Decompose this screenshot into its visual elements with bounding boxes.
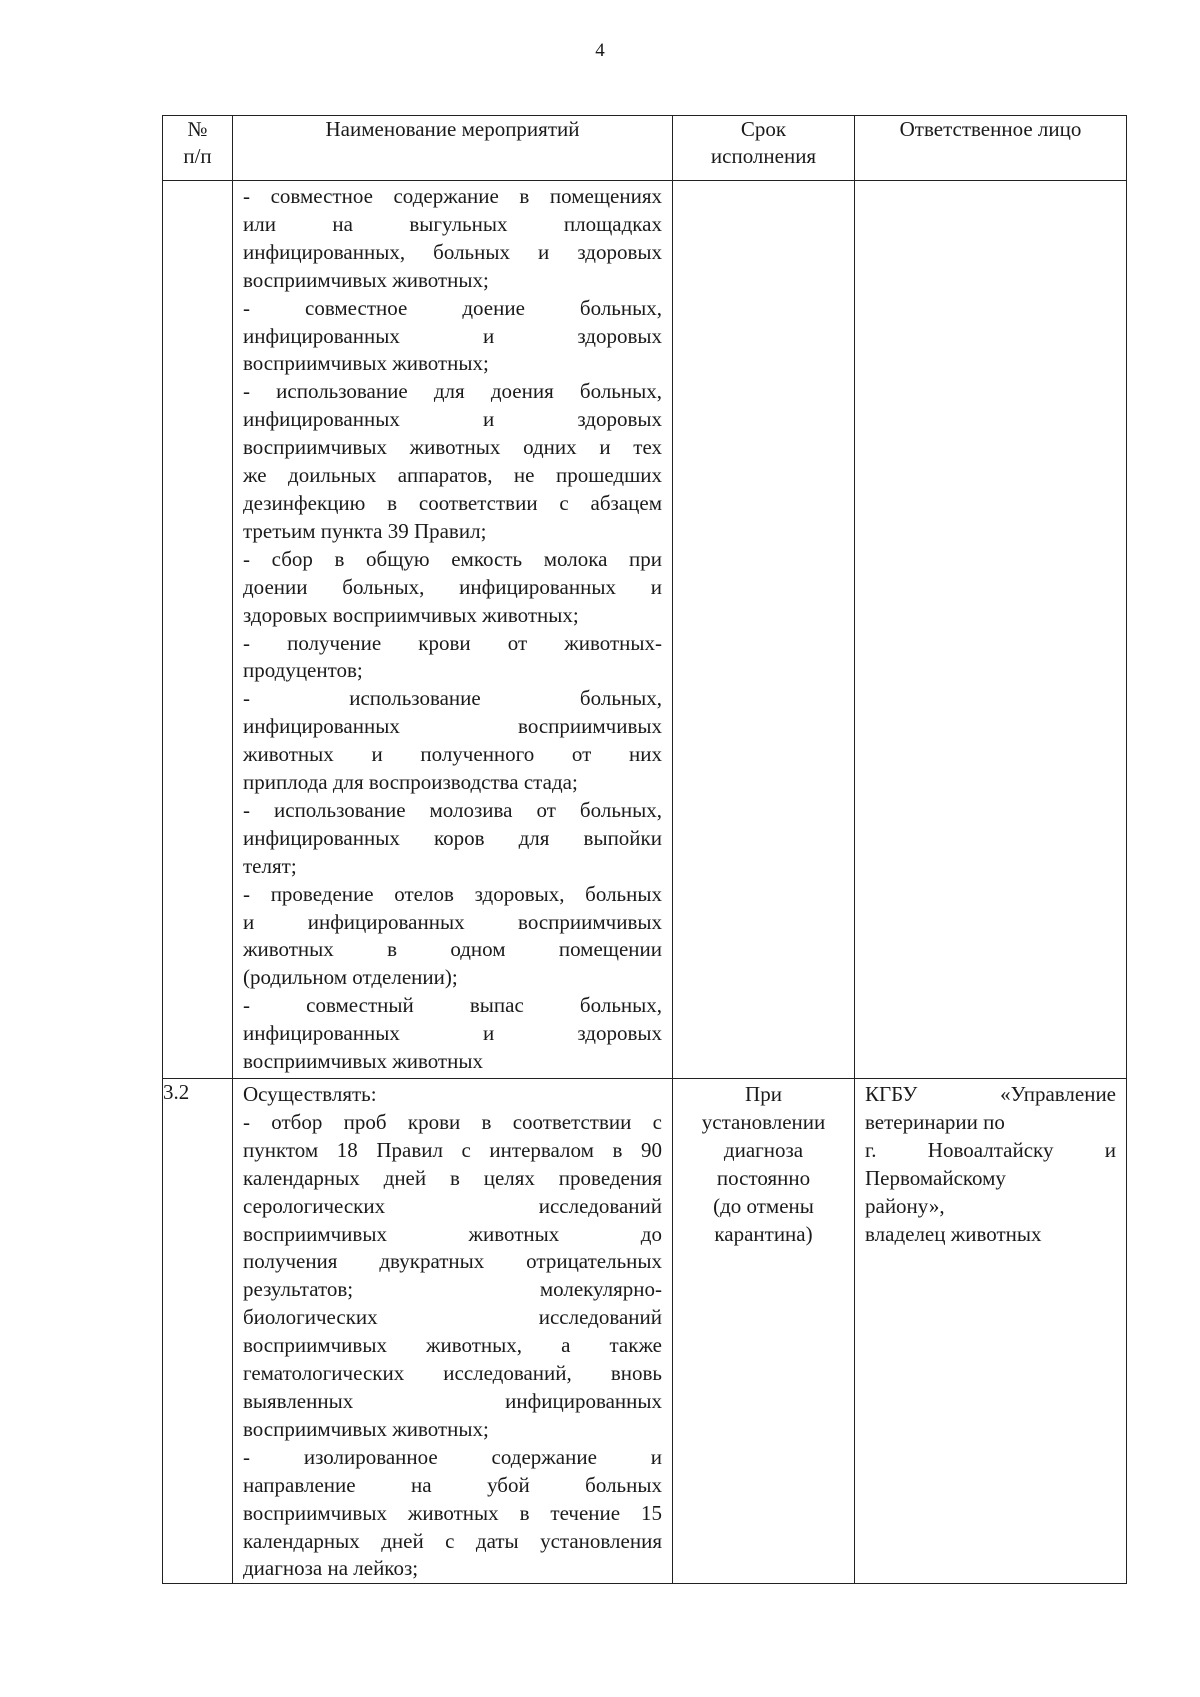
text-line: и инфицированных восприимчивых xyxy=(243,909,662,934)
text-line: восприимчивых животных до xyxy=(243,1221,662,1246)
responsible-cell xyxy=(855,1079,1127,1584)
measure-item xyxy=(243,685,662,797)
header-deadline-line2: исполнения xyxy=(710,144,817,168)
deadline-text xyxy=(673,1079,854,1248)
text-line: При xyxy=(745,1082,782,1106)
text-line: здоровых восприимчивых животных; xyxy=(243,602,579,627)
header-measures: Наименование мероприятий xyxy=(233,116,673,181)
measure-item xyxy=(243,630,662,686)
text-line: - использование для доения больных, xyxy=(243,379,662,404)
text-line: же доильных аппаратов, не прошедших xyxy=(243,463,662,488)
header-number xyxy=(163,116,233,181)
measure-item xyxy=(243,992,662,1076)
table-row xyxy=(163,181,1127,1079)
text-line: Осуществлять: xyxy=(243,1082,377,1106)
text-line: или на выгульных площадках xyxy=(243,211,662,236)
text-line: восприимчивых животных; xyxy=(243,351,489,376)
text-line: инфицированных, больных и здоровых xyxy=(243,239,662,264)
text-line: календарных дней с даты установления xyxy=(243,1528,662,1553)
text-line: животных и полученного от них xyxy=(243,742,662,767)
text-line: - использование больных, xyxy=(243,686,662,711)
text-line: выявленных инфицированных xyxy=(243,1388,662,1413)
text-line: - сбор в общую емкость молока при xyxy=(243,546,662,571)
text-line: району», xyxy=(865,1193,945,1218)
header-number-abbr: п/п xyxy=(183,144,212,168)
text-line: постоянно xyxy=(716,1165,811,1190)
text-line: инфицированных восприимчивых xyxy=(243,714,662,739)
measure-item xyxy=(243,1081,662,1109)
text-line: пунктом 18 Правил с интервалом в 90 xyxy=(243,1137,662,1162)
deadline-cell xyxy=(673,181,855,1079)
text-line: - совместное доение больных, xyxy=(243,295,662,320)
text-line: г. Новоалтайску и xyxy=(865,1137,1116,1162)
page-number: 4 xyxy=(595,40,605,61)
text-line: получения двукратных отрицательных xyxy=(243,1249,662,1274)
text-line: восприимчивых животных, а также xyxy=(243,1333,662,1358)
text-line: диагноза на лейкоз; xyxy=(243,1556,419,1581)
measure-item xyxy=(243,881,662,993)
text-line: восприимчивых животных; xyxy=(243,1416,489,1441)
header-number-sign: № xyxy=(187,117,208,141)
measure-item xyxy=(243,183,662,295)
measures-text xyxy=(233,1079,672,1583)
text-line: дезинфекцию в соответствии с абзацем xyxy=(243,490,662,515)
text-line: биологических исследований xyxy=(243,1305,662,1330)
measure-item xyxy=(243,1109,662,1444)
text-line: (до отмены xyxy=(713,1193,814,1218)
table-row xyxy=(163,1079,1127,1584)
header-deadline-line1: Срок xyxy=(740,117,787,141)
text-line: - использование молозива от больных, xyxy=(243,797,662,822)
text-line: календарных дней в целях проведения xyxy=(243,1165,662,1190)
header-responsible: Ответственное лицо xyxy=(855,116,1127,181)
text-line: продуцентов; xyxy=(243,658,363,683)
text-line: - проведение отелов здоровых, больных xyxy=(243,881,662,906)
text-line: Первомайскому xyxy=(865,1165,1006,1190)
text-line: - получение крови от животных- xyxy=(243,630,662,655)
text-line: КГБУ «Управление xyxy=(865,1082,1116,1106)
measures-text xyxy=(233,181,672,1076)
text-line: приплода для воспроизводства стада; xyxy=(243,770,578,795)
text-line: инфицированных и здоровых xyxy=(243,1021,662,1046)
text-line: ветеринарии по xyxy=(865,1109,1005,1134)
text-line: - изолированное содержание и xyxy=(243,1444,662,1469)
row-number: 3.2 xyxy=(163,1079,233,1584)
responsible-text xyxy=(855,1079,1126,1248)
text-line: третьим пункта 39 Правил; xyxy=(243,518,487,543)
text-line: восприимчивых животных; xyxy=(243,267,489,292)
text-line: инфицированных и здоровых xyxy=(243,323,662,348)
header-deadline xyxy=(673,116,855,181)
text-line: восприимчивых животных xyxy=(243,1049,483,1074)
measure-item xyxy=(243,295,662,379)
text-line: инфицированных коров для выпойки xyxy=(243,825,662,850)
text-line: восприимчивых животных в течение 15 xyxy=(243,1500,662,1525)
text-line: (родильном отделении); xyxy=(243,965,458,990)
text-line: гематологических исследований, вновь xyxy=(243,1361,662,1386)
text-line: направление на убой больных xyxy=(243,1472,662,1497)
text-line: карантина) xyxy=(714,1221,813,1246)
measures-cell xyxy=(233,181,673,1079)
text-line: владелец животных xyxy=(865,1221,1042,1246)
deadline-cell xyxy=(673,1079,855,1584)
measure-item xyxy=(243,797,662,881)
text-line: - совместное содержание в помещениях xyxy=(243,184,662,208)
text-line: доении больных, инфицированных и xyxy=(243,574,662,599)
text-line: результатов; молекулярно- xyxy=(243,1277,662,1302)
text-line: инфицированных и здоровых xyxy=(243,407,662,432)
text-line: животных в одном помещении xyxy=(243,937,662,962)
text-line: - совместный выпас больных, xyxy=(243,993,662,1018)
text-line: восприимчивых животных одних и тех xyxy=(243,435,662,460)
text-line: серологических исследований xyxy=(243,1193,662,1218)
text-line: диагноза xyxy=(723,1137,804,1162)
text-line: телят; xyxy=(243,853,297,878)
row-number xyxy=(163,181,233,1079)
responsible-cell xyxy=(855,181,1127,1079)
measures-table xyxy=(162,115,1127,1584)
measures-cell xyxy=(233,1079,673,1584)
measure-item xyxy=(243,378,662,545)
measure-item xyxy=(243,1444,662,1584)
text-line: установлении xyxy=(701,1109,826,1134)
table-header-row xyxy=(163,116,1127,181)
text-line: - отбор проб крови в соответствии с xyxy=(243,1109,662,1134)
measure-item xyxy=(243,546,662,630)
